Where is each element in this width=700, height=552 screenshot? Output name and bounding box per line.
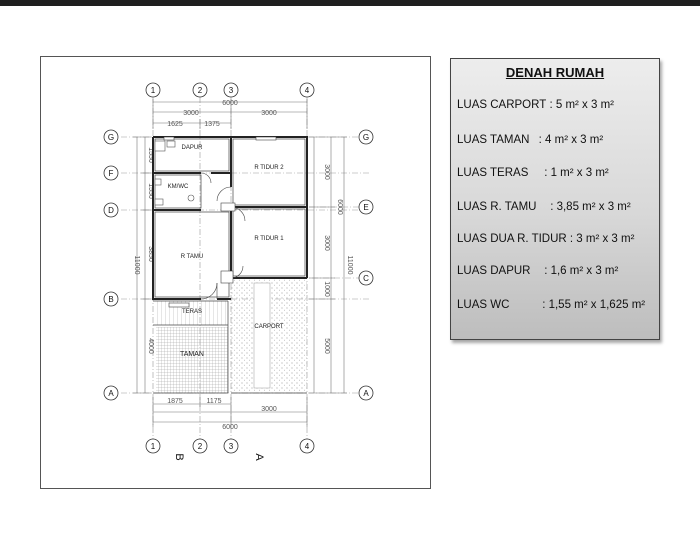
top-bar <box>0 0 700 6</box>
grid-bottom-4: 4 <box>304 442 310 451</box>
room-label-tidur1: R TIDUR 1 <box>254 236 284 242</box>
grid-left-g: G <box>107 133 115 142</box>
dim-bottom-total: 6000 <box>222 424 238 431</box>
grid-left-b: B <box>108 295 114 304</box>
dim-left-c: 3850 <box>147 246 154 262</box>
dim-top-total: 6000 <box>222 100 238 107</box>
legend-label: LUAS TERAS <box>457 167 529 179</box>
legend-value: : 1,55 m² x 1,625 m² <box>542 299 646 311</box>
legend-label: LUAS CARPORT <box>457 99 547 111</box>
room-label-dapur: DAPUR <box>181 145 203 151</box>
grid-right-c: C <box>363 274 369 283</box>
legend-row-teras <box>457 167 609 179</box>
legend-panel <box>450 58 660 340</box>
legend-row-tamu <box>457 201 631 213</box>
dim-left-d: 4000 <box>147 338 154 354</box>
grid-left-d: D <box>108 206 114 215</box>
carport-path <box>254 283 270 388</box>
dim-right-total: 11000 <box>346 255 353 275</box>
legend-row-taman <box>457 134 603 146</box>
dim-right-d: 5000 <box>323 338 330 354</box>
grid-top-1: 1 <box>150 86 156 95</box>
dim-bottom-b: 1175 <box>206 398 222 405</box>
legend-value: : 3 m² x 3 m² <box>569 233 635 245</box>
grid-right-e: E <box>363 203 369 212</box>
grid-bubble-labels <box>108 86 369 451</box>
legend-row-wc <box>457 299 645 311</box>
legend-row-dapur <box>457 265 618 277</box>
dim-left-total: 11000 <box>133 255 140 275</box>
dim-right-b: 3000 <box>323 235 330 251</box>
room-label-kmwc: KM/WC <box>167 184 189 190</box>
taman-hatch <box>156 327 228 393</box>
grid-top-3: 3 <box>228 86 234 95</box>
legend-row-tidur <box>457 233 634 245</box>
legend-label: LUAS WC <box>457 299 510 311</box>
dim-right-c: 1000 <box>323 281 330 297</box>
section-mark-a: A <box>253 453 265 461</box>
room-label-tidur2: R TIDUR 2 <box>254 165 284 171</box>
dim-bottom-c: 3000 <box>261 406 277 413</box>
grid-bottom-3: 3 <box>228 442 234 451</box>
grid-right-a: A <box>363 389 369 398</box>
grid-bubbles <box>104 83 373 453</box>
legend-label: LUAS R. TAMU <box>457 201 537 213</box>
floor-plan-frame <box>40 56 431 489</box>
room-label-tamu: R TAMU <box>180 254 204 260</box>
room-label-carport: CARPORT <box>254 324 284 330</box>
grid-left-a: A <box>108 389 114 398</box>
legend-value: : 3,85 m² x 3 m² <box>550 201 631 213</box>
grid-top-4: 4 <box>304 86 310 95</box>
dim-right-a: 3000 <box>323 164 330 180</box>
floor-plan-drawing <box>41 57 432 490</box>
dim-top-b: 3000 <box>261 110 277 117</box>
legend-title: DENAH RUMAH <box>505 65 605 80</box>
legend-label: LUAS TAMAN <box>457 134 530 146</box>
legend-label: LUAS DUA R. TIDUR <box>457 233 567 245</box>
legend-value: : 4 m² x 3 m² <box>538 134 604 146</box>
dim-top-a: 3000 <box>183 110 199 117</box>
section-mark-b: B <box>173 453 185 461</box>
grid-bottom-2: 2 <box>197 442 203 451</box>
dim-bottom-a: 1875 <box>167 398 183 405</box>
dim-left-b: 1550 <box>147 183 154 199</box>
legend-row-carport <box>457 99 614 111</box>
room-label-taman: TAMAN <box>180 351 204 358</box>
dim-right-e: 6000 <box>336 199 343 215</box>
dim-top-c: 1625 <box>167 121 183 128</box>
dim-top-d: 1375 <box>204 121 220 128</box>
grid-bottom-1: 1 <box>150 442 156 451</box>
legend-label: LUAS DAPUR <box>457 265 531 277</box>
room-label-teras: TERAS <box>181 309 203 315</box>
grid-right-g: G <box>362 133 370 142</box>
legend-value: : 1,6 m² x 3 m² <box>544 265 619 277</box>
grid-left-f: F <box>108 169 114 178</box>
grid-top-2: 2 <box>197 86 203 95</box>
legend-value: : 1 m² x 3 m² <box>544 167 609 179</box>
legend-value: : 5 m² x 3 m² <box>549 99 614 111</box>
dim-left-a: 1550 <box>147 147 154 163</box>
